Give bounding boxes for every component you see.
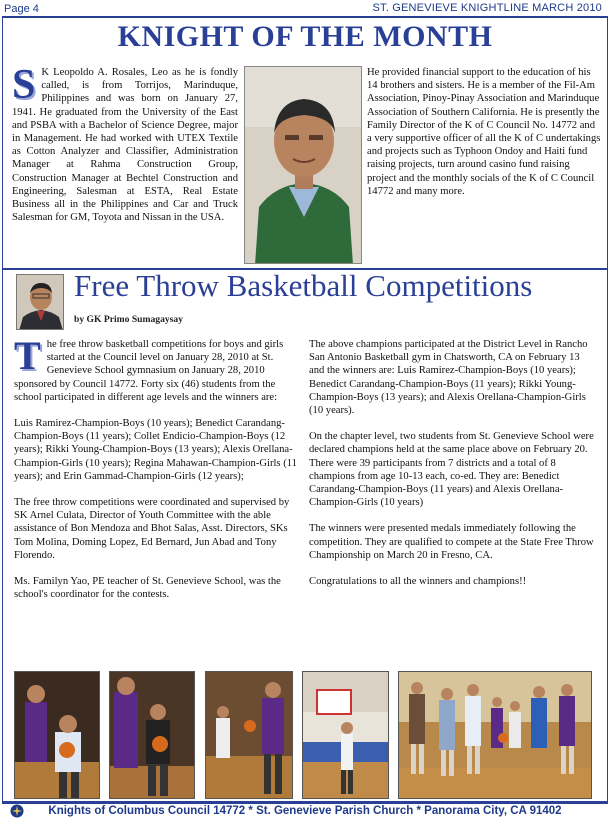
article-byline: by GK Primo Sumagaysay — [74, 314, 184, 325]
event-photo-3 — [205, 671, 293, 799]
knight-bio-right-column: He provided financial support to the education of his 14 brothers and sisters. He is a member of the Fil-Am Association, Pinoy-Pinay Association and Marinduque Association of Southern California. He is presently the Family Director of the K of C Council No. 14772 and a very supportive officer of all the K of C undertakings and projects such as Typhoon Ondoy and Haiti fund raising projects, turn around casino fund raising project and the monthly socials of the K of C Council 14772 and many more. — [367, 67, 601, 197]
knight-bio-left-column — [12, 62, 238, 224]
article-drop-cap: T — [14, 333, 41, 378]
article-paragraph: The above champions participated at the District Level in Rancho San Antonio Basketball gym in Chatsworth, CA on February 13 and the winners are: Luis Ramirez-Champion-Boys (10 years); Benedict Carandang-Champion-Boys (11 years); Rikki Young-Champion-Boys (13 years); and Alexis Orellana-Champion-Girls (10 years). — [309, 339, 588, 417]
article-right-column — [309, 338, 597, 601]
newsletter-title: ST. GENEVIEVE KNIGHTLINE MARCH 2010 — [372, 2, 602, 14]
knight-bio-left-text: K Leopoldo A. Rosales, Leo as he is fondly called, is from Torrijos, Marinduque, Philippines and was born on January 27, 1941. He graduated from the University of the East and PSBA with a Bachelor of Science Degree, major in Management. He had worked with UTEX Textile as Cotton Analyzer and Classifier, Administration Manager at Rahma Construction Group, Construction Manager at Bechtel Construction and Engineering, Salesman at ESTA, Real Estate Business all in the Philippines and Car and Truck Salesman for GM, Toyota and Nissan in the USA. — [12, 67, 238, 224]
event-photo-5-group — [398, 671, 592, 799]
footer-text: Knights of Columbus Council 14772 * St. Genevieve Parish Church * Panorama City, CA 91402 — [48, 805, 562, 817]
event-photo-2 — [109, 671, 195, 799]
article-paragraph: The free throw competitions were coordinated and supervised by SK Arnel Culata, Director of Youth Committee with the able assistance of Bon Mendoza and Bhot Salas, Asst. Directors, SKs Tom Molina, Doming Lopez, Ed Bernard, Jun Abad and Tony Florendo. — [14, 497, 290, 561]
knight-of-month-title: KNIGHT OF THE MONTH — [117, 20, 493, 53]
article-paragraph: T he free throw basketball competitions for boys and girls started at the Council level on January 28, 2010 at St. Genevieve School gymnasium on January 28, 2010 sponsored by Council 14772. Forty six (46) students from the school participated in different age levels and the winners are: — [14, 333, 284, 403]
article-paragraph: Congratulations to all the winners and champions!! — [309, 576, 527, 588]
event-photo-1 — [14, 671, 100, 799]
knight-bio-drop-cap: S — [12, 62, 36, 108]
free-throw-title: Free Throw Basketball Competitions — [74, 268, 533, 303]
author-photo — [16, 274, 64, 330]
knight-portrait-photo — [244, 66, 362, 264]
article-paragraph: Ms. Familyn Yao, PE teacher of St. Genevieve School, was the school's coordinator for the contests. — [14, 576, 281, 601]
article-left-column — [14, 333, 298, 614]
event-photo-4 — [302, 671, 389, 799]
article-paragraph: Luis Ramirez-Champion-Boys (10 years); Benedict Carandang-Champion-Boys (11 years); Collet Endicio-Champion-Boys (12 years); Rikki Young-Champion-Boys (13 years); Alexis Orellana-Champion-Girls (10 years); Regina Mahawan-Champion-Girls (11 years); and Erin Gammad-Champion-Girls (12 years); — [14, 418, 297, 482]
article-paragraph: On the chapter level, two students from St. Genevieve School were declared champions held at the same place above on February 20. There were 39 participants from 7 districts and a total of 8 champions from age 10-13 each, co-ed. They are: Benedict Carandang-Champion-Boys (11 years) and Alexis Orellana-Champion-Girls (10 years) — [309, 431, 594, 509]
page-number: Page 4 — [4, 3, 39, 15]
article-paragraph: The winners were presented medals immediately following the competition. They are qualified to compete at the State Free Throw Championship on March 20 in Fresno, CA. — [309, 523, 594, 561]
